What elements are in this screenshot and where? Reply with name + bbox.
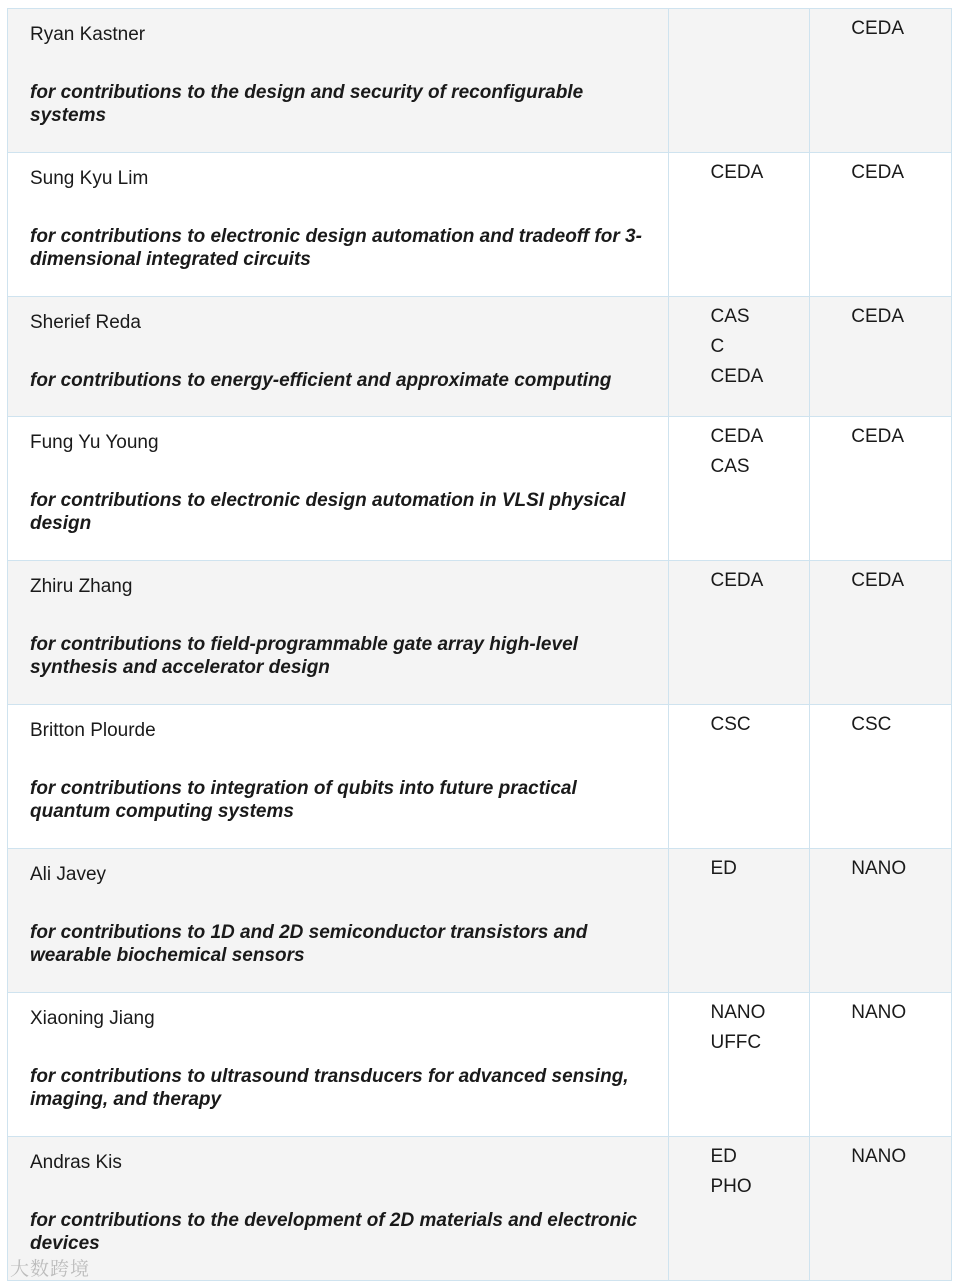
society-code: CSC [851, 714, 892, 735]
society-code: CEDA [710, 570, 764, 591]
table-row [8, 849, 951, 993]
society-code: NANO [710, 1002, 766, 1023]
name-citation-cell [8, 9, 669, 152]
society-cell-a [669, 1137, 810, 1280]
fellow-citation: for contributions to electronic design automation in VLSI physical design [30, 490, 626, 534]
fellow-citation: for contributions to electronic design automation and tradeoff for 3-dimensional integrated circuits [30, 226, 642, 270]
society-code: CAS [710, 306, 750, 327]
fellow-citation: for contributions to 1D and 2D semiconductor transistors and wearable biochemical sensors [30, 922, 588, 966]
society-cell-b [810, 849, 951, 992]
fellow-name: Fung Yu Young [30, 432, 159, 453]
society-code: CEDA [851, 162, 905, 183]
table-row [8, 561, 951, 705]
fellow-name: Xiaoning Jiang [30, 1008, 155, 1029]
society-code: ED [710, 858, 737, 879]
society-cell-a [669, 561, 810, 704]
society-cell-b [810, 153, 951, 296]
name-citation-cell [8, 297, 669, 416]
fellow-citation: for contributions to the development of 2D materials and electronic devices [30, 1210, 638, 1254]
society-code: CEDA [851, 18, 905, 39]
society-cell-a [669, 297, 810, 416]
society-cell-a [669, 849, 810, 992]
society-code: CEDA [851, 570, 905, 591]
fellows-table [7, 8, 952, 1281]
table-row [8, 417, 951, 561]
fellow-citation: for contributions to the design and security of reconfigurable systems [30, 82, 584, 126]
fellow-name: Ali Javey [30, 864, 107, 885]
society-code: PHO [710, 1176, 752, 1197]
fellow-citation: for contributions to field-programmable gate array high-level synthesis and accelerator design [30, 634, 578, 678]
society-code: NANO [851, 1146, 907, 1167]
society-cell-b [810, 9, 951, 152]
table-row [8, 705, 951, 849]
society-cell-a [669, 417, 810, 560]
table-row [8, 9, 951, 153]
fellow-name: Sung Kyu Lim [30, 168, 149, 189]
society-code: CEDA [710, 426, 764, 447]
society-cell-b [810, 297, 951, 416]
society-code: CEDA [851, 306, 905, 327]
watermark: 大数跨境 [10, 1259, 91, 1280]
name-citation-cell [8, 993, 669, 1136]
fellow-citation: for contributions to energy-efficient and approximate computing [30, 370, 612, 391]
society-code: CEDA [851, 426, 905, 447]
table-row [8, 993, 951, 1137]
name-citation-cell [8, 417, 669, 560]
fellow-name: Ryan Kastner [30, 24, 146, 45]
fellow-name: Andras Kis [30, 1152, 122, 1173]
society-cell-b [810, 417, 951, 560]
name-citation-cell [8, 849, 669, 992]
society-cell-b [810, 705, 951, 848]
society-cell-a [669, 705, 810, 848]
society-code: CAS [710, 456, 750, 477]
society-cell-a [669, 993, 810, 1136]
society-cell-b [810, 561, 951, 704]
society-code: C [710, 336, 725, 357]
table-row [8, 297, 951, 417]
fellow-name: Zhiru Zhang [30, 576, 133, 597]
society-code: NANO [851, 1002, 907, 1023]
fellow-citation: for contributions to ultrasound transducers for advanced sensing, imaging, and therapy [30, 1066, 629, 1110]
fellow-name: Sherief Reda [30, 312, 141, 333]
name-citation-cell [8, 1137, 669, 1280]
table-row [8, 1137, 951, 1281]
society-cell-a [669, 153, 810, 296]
society-code: CEDA [710, 366, 764, 387]
society-code: CSC [710, 714, 751, 735]
table-row [8, 153, 951, 297]
fellow-citation: for contributions to integration of qubits into future practical quantum computing systems [30, 778, 577, 822]
society-code: NANO [851, 858, 907, 879]
society-cell-b [810, 1137, 951, 1280]
society-code: CEDA [710, 162, 764, 183]
society-cell-a [669, 9, 810, 152]
society-cell-b [810, 993, 951, 1136]
society-code: UFFC [710, 1032, 762, 1053]
fellow-name: Britton Plourde [30, 720, 156, 741]
name-citation-cell [8, 705, 669, 848]
name-citation-cell [8, 153, 669, 296]
society-code: ED [710, 1146, 737, 1167]
name-citation-cell [8, 561, 669, 704]
